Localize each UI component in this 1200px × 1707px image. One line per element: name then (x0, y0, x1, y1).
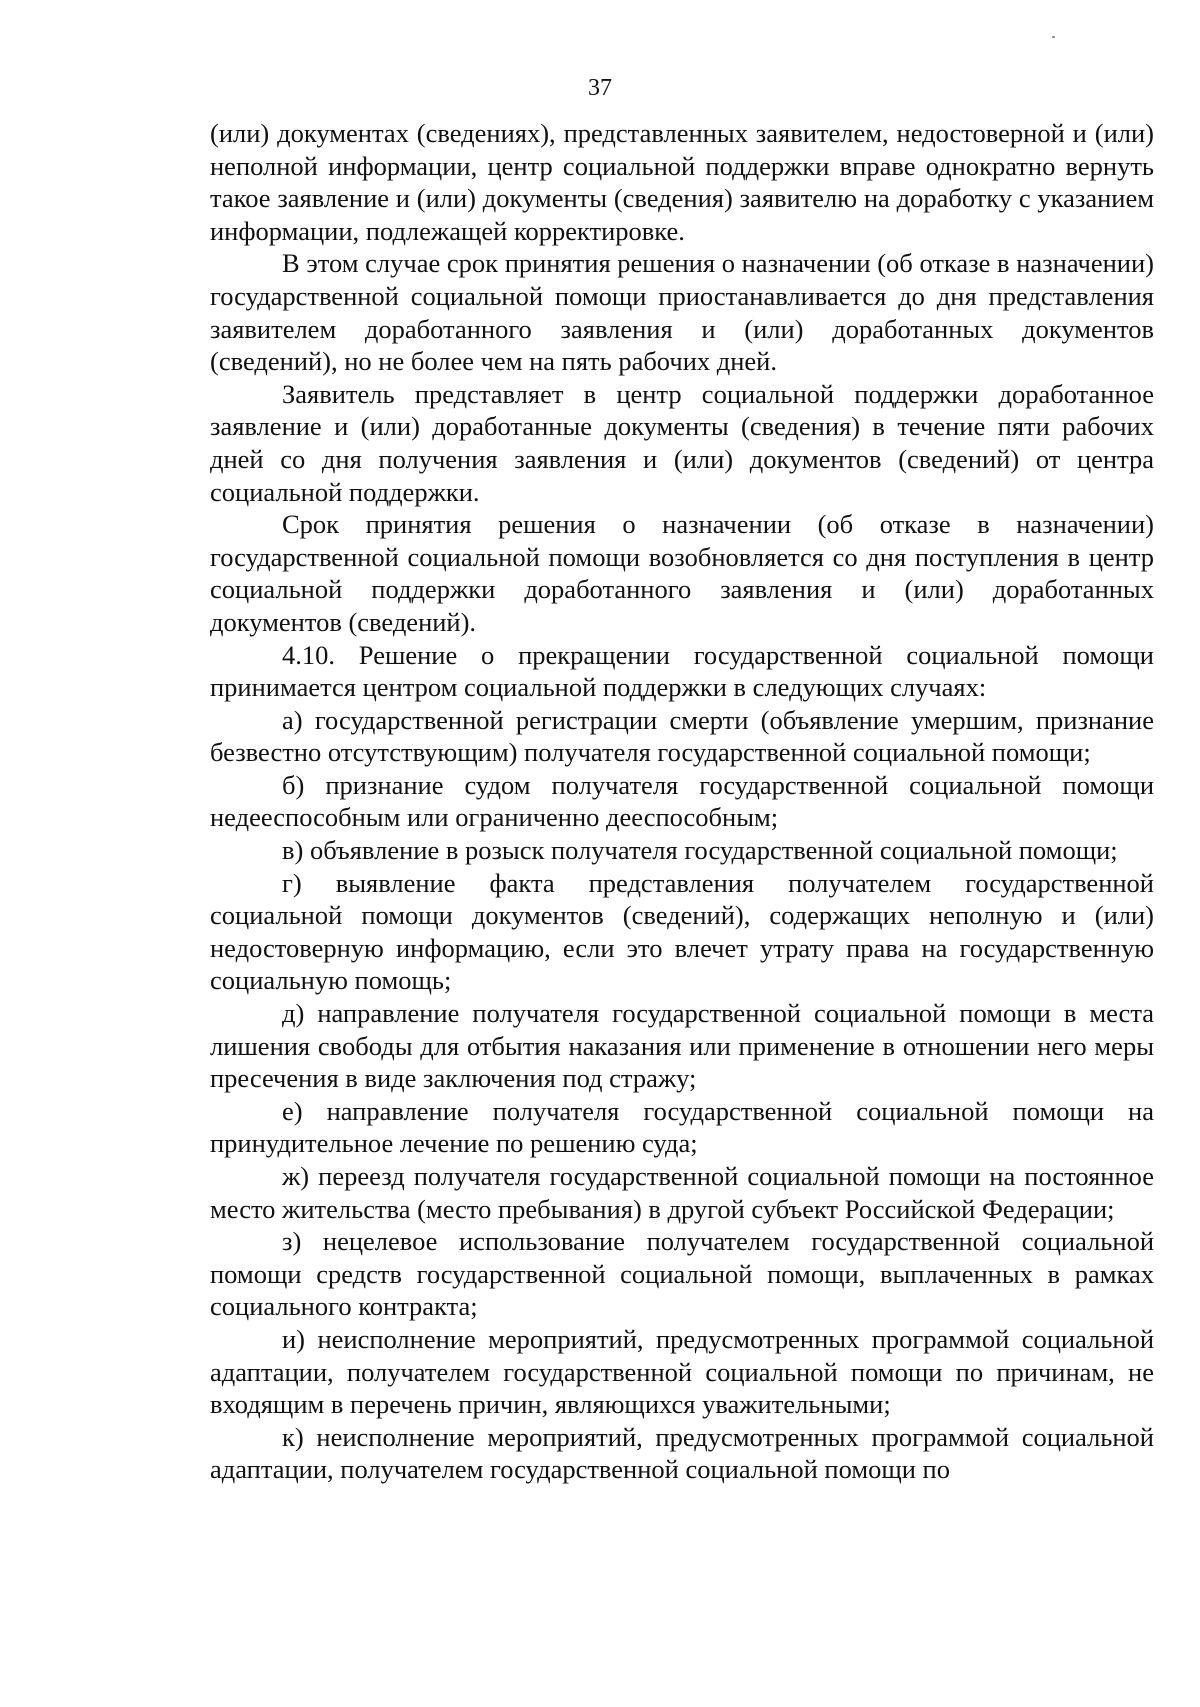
scan-speck (1052, 36, 1055, 38)
paragraph-suspension-term: В этом случае срок принятия решения о назначении (об отказе в назначении) государственной социальной помощи приостанавливается до дня представления заявителем доработанного заявления и (или) доработанных документов (сведений), но не более чем на пять рабочих дней. (210, 248, 1154, 377)
page-number: 37 (588, 75, 612, 101)
paragraph-4-10: 4.10. Решение о прекращении государственной социальной помощи принимается центром социальной поддержки в следующих случаях: (210, 639, 1154, 703)
list-item-zh: ж) переезд получателя государственной социальной помощи на постоянное место жительства (место пребывания) в другой субъект Российской Федерации; (210, 1161, 1154, 1224)
list-item-b: б) признание судом получателя государственной социальной помощи недееспособным или ограниченно дееспособным; (210, 769, 1154, 833)
list-item-i: и) неисполнение мероприятий, предусмотренных программой социальной адаптации, получателем государственной социальной помощи по причинам, не входящим в перечень причин, являющихся уважительными; (210, 1323, 1154, 1420)
list-item-k: к) неисполнение мероприятий, предусмотренных программой социальной адаптации, получателем государственной социальной помощи по (210, 1421, 1154, 1485)
list-item-v: в) объявление в розыск получателя государственной социальной помощи; (282, 835, 1118, 866)
paragraph-continuation: (или) документах (сведениях), представленных заявителем, недостоверной и (или) неполной информации, центр социальной поддержки вправе однократно вернуть такое заявление и (или) документы (сведения) заявителю на доработку с указанием информации, подлежащей корректировке. (210, 118, 1154, 246)
document-body (210, 117, 1154, 1486)
paragraph-term-resumption: Срок принятия решения о назначении (об отказе в назначении) государственной социальной помощи возобновляется со дня поступления в центр социальной поддержки доработанного заявления и (или) доработанных документов (сведений). (210, 509, 1154, 637)
list-item-a: а) государственной регистрации смерти (объявление умершим, признание безвестно отсутствующим) получателя государственной социальной помощи; (210, 704, 1154, 768)
list-item-e: е) направление получателя государственной социальной помощи на принудительное лечение по решению суда; (210, 1095, 1154, 1159)
list-item-g: г) выявление факта представления получателем государственной социальной помощи документов (сведений), содержащих неполную и (или) недостоверную информацию, если это влечет утрату права на государственную социальную помощь; (210, 867, 1154, 996)
list-item-z: з) нецелевое использование получателем государственной социальной помощи средств государственной социальной помощи, выплаченных в рамках социального контракта; (210, 1226, 1154, 1322)
list-item-d: д) направление получателя государственной социальной помощи в места лишения свободы для отбытия наказания или применение в отношении него меры пресечения в виде заключения под стражу; (210, 998, 1154, 1094)
paragraph-resubmission: Заявитель представляет в центр социальной поддержки доработанное заявление и (или) доработанные документы (сведения) в течение пяти рабочих дней со дня получения заявления и (или) документов (сведений) от центра социальной поддержки. (210, 378, 1154, 507)
